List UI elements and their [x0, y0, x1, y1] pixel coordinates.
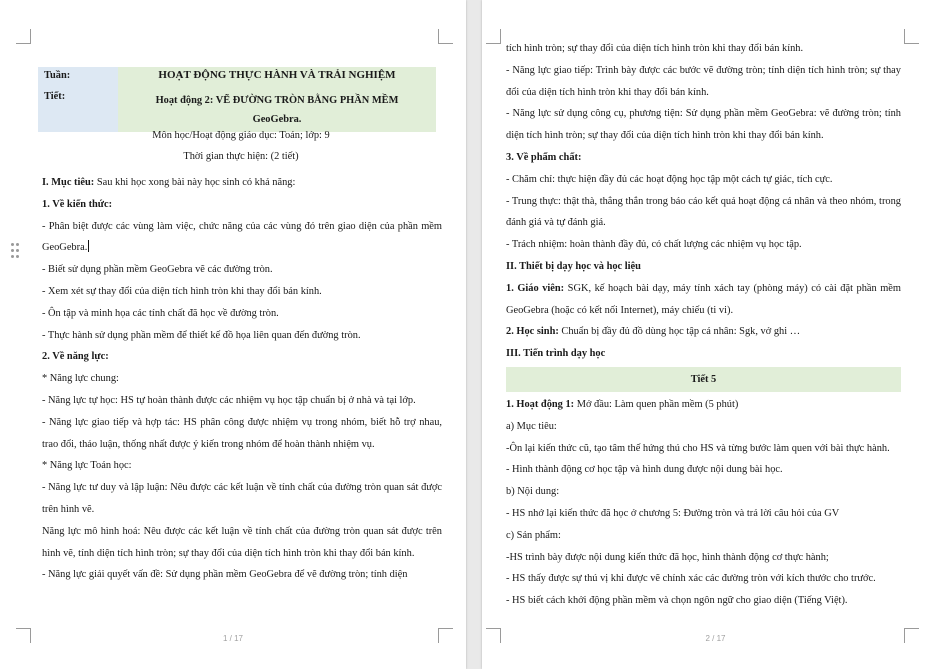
- page-number: 1 / 17: [222, 634, 243, 643]
- header-left-cell: [38, 67, 118, 132]
- knowledge-heading: 1. Về kiến thức:: [42, 198, 113, 210]
- teacher-label: 1. Giáo viên:: [506, 282, 565, 294]
- math-competency-item: - Năng lực giải quyết vấn đề: Sử dụng phần mềm GeoGebra để vẽ đường tròn; tính diện: [42, 569, 408, 581]
- product-item: - HS biết cách khởi động phần mềm và chọn ngôn ngữ cho giao diện (Tiếng Việt).: [506, 595, 848, 607]
- process-heading: III. Tiến trình dạy học: [506, 348, 606, 360]
- period-label: Tiết:: [44, 91, 66, 102]
- product-sublabel: c) Sản phẩm:: [506, 529, 561, 541]
- objective-item: - Hình thành động cơ học tập và hình dung được nội dung bài học.: [506, 464, 783, 476]
- knowledge-item: - Ôn tập và minh họa các tính chất đã học về đường tròn.: [42, 307, 279, 319]
- general-competency-item: - Năng lực tự học: HS tự hoàn thành được các nhiệm vụ học tập chuẩn bị ở nhà và tại lớp.: [42, 394, 416, 406]
- knowledge-item: - Biết sử dụng phần mềm GeoGebra vẽ các đường tròn.: [42, 264, 273, 276]
- continuation-text: tích hình tròn; sự thay đổi của diện tích hình tròn khi thay đổi bán kính.: [506, 43, 804, 54]
- subject-line: Môn học/Hoạt động giáo dục: Toán; lớp: 9: [152, 130, 330, 141]
- product-item: -HS trình bày được nội dung kiến thức đã học, hình thành động cơ thực hành;: [506, 551, 829, 563]
- page1-body: [42, 172, 442, 586]
- lesson-title: HOẠT ĐỘNG THỰC HÀNH VÀ TRẢI NGHIỆM: [158, 69, 396, 81]
- competency-item: - Năng lực giao tiếp: Trình bày được các bước vẽ đường tròn; tính diện tích hình tròn; sự thay đổi của diện tích hình tròn khi thay đổi bán kính.: [506, 64, 901, 98]
- content-sublabel: b) Nội dung:: [506, 486, 560, 498]
- math-competency-item: - Năng lực tư duy và lập luận: Nêu được các kết luận về tính chất của đường tròn quan sát được trên hình vẽ.: [42, 482, 442, 515]
- content-item: - HS nhớ lại kiến thức đã học ở chương 5: Đường tròn và trả lời câu hỏi của GV: [506, 507, 840, 519]
- document-page-1: [0, 0, 466, 669]
- objective-item: -Ôn lại kiến thức cũ, tạo tâm thế hứng thú cho HS và từng bước làm quen với bài thực hành.: [506, 442, 890, 454]
- page-number: 2 / 17: [705, 634, 726, 643]
- drag-handle-icon[interactable]: [11, 243, 21, 259]
- knowledge-item: - Thực hành sử dụng phần mềm để thiết kế đồ họa liên quan đến đường tròn.: [42, 329, 361, 341]
- crop-mark: [486, 29, 501, 44]
- student-paragraph: [506, 321, 901, 343]
- quality-item: - Trung thực: thật thà, thẳng thắn trong báo cáo kết quả hoạt động cá nhân và theo nhóm, trong đánh giá và tự đánh giá.: [506, 195, 901, 229]
- general-competency-item: - Năng lực giao tiếp và hợp tác: HS phân công được nhiệm vụ trong nhóm, biết hỗ trợ nhau, trao đổi, thảo luận, thống nhất được ý kiến trong nhóm để hoàn thành nhiệm vụ.: [42, 416, 442, 450]
- student-label: 2. Học sinh:: [506, 326, 559, 338]
- equipment-heading: II. Thiết bị dạy học và học liệu: [506, 260, 641, 272]
- general-competency-label: * Năng lực chung:: [42, 373, 119, 385]
- activity1-text: Mở đầu: Làm quen phần mềm (5 phút): [574, 398, 739, 410]
- objective-heading: I. Mục tiêu:: [42, 177, 95, 188]
- crop-mark: [16, 29, 31, 44]
- quality-item: - Chăm chỉ: thực hiện đầy đủ các hoạt động học tập một cách tự giác, tích cực.: [506, 173, 833, 185]
- week-label: Tuần:: [44, 70, 71, 81]
- student-text: Chuẩn bị đầy đủ đồ dùng học tập cá nhân: Sgk, vở ghi …: [558, 326, 801, 338]
- objective-intro: Sau khi học xong bài này học sinh có khả năng:: [94, 177, 296, 188]
- math-competency-label: * Năng lực Toán học:: [42, 460, 132, 472]
- lesson-header-table: [38, 67, 436, 132]
- objective-paragraph: [42, 172, 442, 194]
- quality-item: - Trách nhiệm: hoàn thành đầy đủ, có chất lượng các nhiệm vụ học tập.: [506, 239, 802, 251]
- crop-mark: [438, 29, 453, 44]
- text-cursor: [88, 240, 89, 252]
- knowledge-item: - Xem xét sự thay đổi của diện tích hình tròn khi thay đổi bán kính.: [42, 285, 322, 297]
- duration-line: Thời gian thực hiện: (2 tiết): [183, 151, 299, 162]
- activity1-label: 1. Hoạt động 1:: [506, 398, 575, 410]
- period-banner: Tiết 5: [506, 367, 901, 392]
- math-competency-item: Năng lực mô hình hoá: Nêu được các kết luận về tính chất của đường tròn quan sát được trên hình vẽ, tính diện tích hình tròn; sự thay đổi của diện tích hình tròn khi thay đổi bán kính.: [42, 525, 442, 559]
- quality-heading: 3. Về phẩm chất:: [506, 151, 582, 163]
- document-page-2: [482, 0, 949, 669]
- teacher-text: SGK, kế hoạch bài dạy, máy tính xách tay (phòng máy) có cài đặt phần mềm GeoGebra (hoặc có kết nối Internet), máy chiếu (ti vi).: [506, 282, 902, 316]
- teacher-paragraph: [506, 278, 901, 322]
- activity-title: Hoạt động 2: VẼ ĐƯỜNG TRÒN BẰNG PHẦN MỀM GeoGebra.: [155, 95, 399, 125]
- competency-item: - Năng lực sử dụng công cụ, phương tiện: Sử dụng phần mềm GeoGebra: vẽ đường tròn; tính diện tích hình tròn; sự thay đổi của diện tích hình tròn khi thay đổi bán kính.: [506, 108, 901, 142]
- competency-heading: 2. Về năng lực:: [42, 351, 109, 363]
- header-right-cell: [118, 67, 436, 132]
- page2-body: [506, 38, 901, 612]
- crop-mark: [904, 29, 919, 44]
- objective-sublabel: a) Mục tiêu:: [506, 420, 557, 432]
- knowledge-item[interactable]: - Phân biệt được các vùng làm việc, chức năng của các vùng đó trên giao diện của phần mềm GeoGebra.: [42, 220, 442, 254]
- activity1-paragraph: [506, 394, 901, 416]
- product-item: - HS thấy được sự thú vị khi được vẽ chính xác các đường tròn với kích thước cho trước.: [506, 573, 876, 585]
